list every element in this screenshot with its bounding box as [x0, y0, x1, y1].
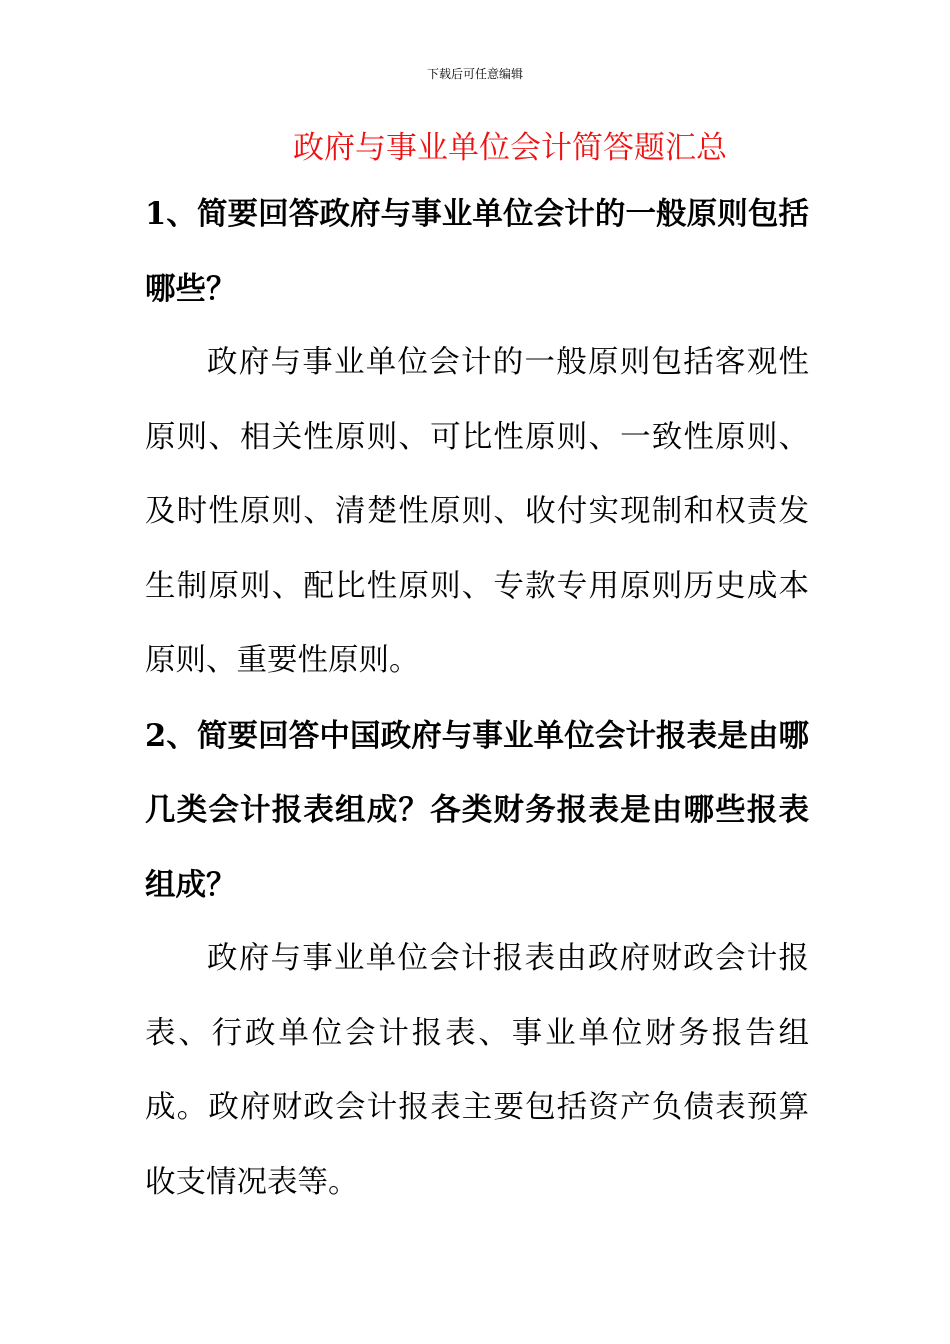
document-body	[145, 177, 809, 1220]
question-1: 1、简要回答政府与事业单位会计的一般原则包括哪些？	[145, 196, 809, 307]
document-title: 政府与事业单位会计简答题汇总	[293, 130, 727, 166]
answer-2: 政府与事业单位会计报表由政府财政会计报表、行政单位会计报表、事业单位财务报告组成。政府财政会计报表主要包括资产负债表预算收支情况表等。	[145, 941, 809, 1200]
header-note: 下载后可任意编辑	[426, 67, 523, 81]
answer-1: 政府与事业单位会计的一般原则包括客观性原则、相关性原则、可比性原则、一致性原则、及时性原则、清楚性原则、收付实现制和权责发生制原则、配比性原则、专款专用原则历史成本原则、重要性原则。	[145, 345, 809, 678]
question-2: 2、简要回答中国政府与事业单位会计报表是由哪几类会计报表组成？各类财务报表是由哪些报表组成？	[145, 717, 809, 903]
